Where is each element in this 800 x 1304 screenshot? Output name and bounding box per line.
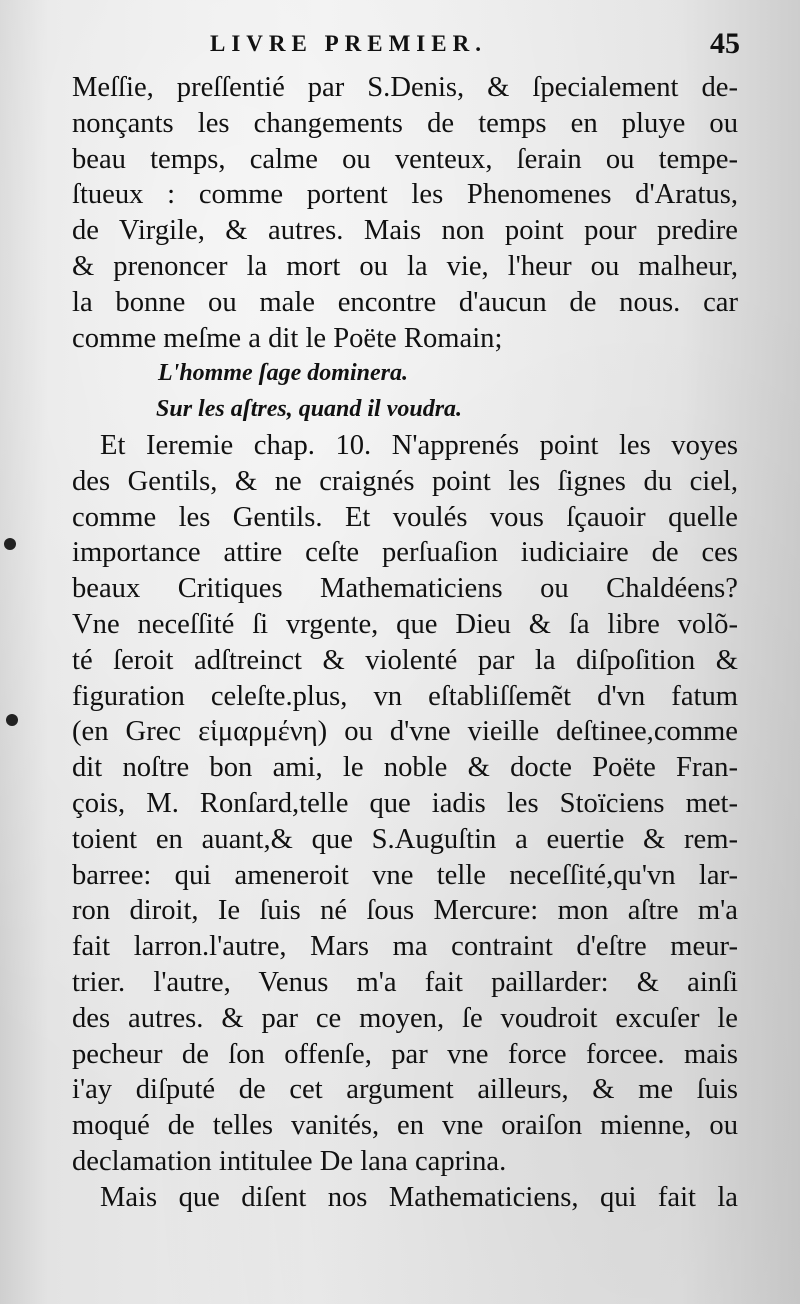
text-line: té ſeroit adſtreinct & violenté par la diſpoſition & bbox=[72, 644, 738, 676]
text-line: la bonne ou male encontre d'aucun de nous. car bbox=[72, 286, 738, 318]
running-head bbox=[210, 26, 740, 62]
text-line: nonçants les changements de temps en pluye ou bbox=[72, 107, 738, 139]
text-line: des Gentils, & ne craignés point les ſignes du ciel, bbox=[72, 465, 738, 497]
text-line: çois, M. Ronſard,telle que iadis les Stoïciens met- bbox=[72, 787, 738, 819]
text-line: barree: qui ameneroit vne telle neceſſité,qu'vn lar- bbox=[72, 859, 738, 891]
text-line: fait larron.l'autre, Mars ma contraint d'eſtre meur- bbox=[72, 931, 738, 963]
text-line: figuration celeſte.plus, vn eſtabliſſemẽt d'vn fatum bbox=[72, 680, 738, 712]
text-line: comme les Gentils. Et voulés vous ſçauoir quelle bbox=[72, 501, 738, 533]
verse-line: Sur les aſtres, quand il voudra. bbox=[156, 396, 463, 423]
text-line: (en Grec εἱμαρμένη) ou d'vne vieille deſtinee,comme bbox=[72, 716, 738, 748]
text-line: importance attire ceſte perſuaſion iudiciaire de ces bbox=[72, 537, 738, 569]
text-line: i'ay diſputé de cet argument ailleurs, & me ſuis bbox=[72, 1074, 738, 1106]
binding-hole-mark bbox=[6, 714, 18, 726]
text-line: pecheur de ſon offenſe, par vne force forcee. mais bbox=[72, 1038, 738, 1070]
text-line: declamation intitulee De lana caprina. bbox=[72, 1145, 507, 1177]
text-line: trier. l'autre, Venus m'a fait paillarder: & ainſi bbox=[72, 966, 738, 998]
page-number: 45 bbox=[710, 27, 740, 60]
text-line: Vne neceſſité ſi vrgente, que Dieu & ſa libre volõ- bbox=[72, 608, 738, 640]
text-line: moqué de telles vanités, en vne oraiſon mienne, ou bbox=[72, 1110, 738, 1142]
text-line: beaux Critiques Mathematiciens ou Chaldéens? bbox=[72, 573, 738, 605]
text-line: ſtueux : comme portent les Phenomenes d'Aratus, bbox=[72, 179, 738, 211]
text-line: de Virgile, & autres. Mais non point pour predire bbox=[72, 215, 738, 247]
text-line: & prenoncer la mort ou la vie, l'heur ou malheur, bbox=[72, 250, 738, 282]
text-line: dit noſtre bon ami, le noble & docte Poëte Fran- bbox=[72, 752, 738, 784]
text-line: ron diroit, Ie ſuis né ſous Mercure: mon aſtre m'a bbox=[72, 895, 738, 927]
text-line: toient en auant,& que S.Auguſtin a euertie & rem- bbox=[72, 823, 738, 855]
text-line: Mais que diſent nos Mathematiciens, qui fait la bbox=[100, 1181, 738, 1213]
binding-hole-mark bbox=[4, 538, 16, 550]
main-text bbox=[72, 70, 738, 1216]
text-line: Et Ieremie chap. 10. N'apprenés point les voyes bbox=[100, 429, 738, 461]
text-line: comme meſme a dit le Poëte Romain; bbox=[72, 322, 503, 354]
text-line: Meſſie, preſſentié par S.Denis, & ſpecialement de- bbox=[72, 72, 738, 103]
running-head-title: LIVRE PREMIER. bbox=[210, 31, 487, 56]
text-line: des autres. & par ce moyen, ſe voudroit excuſer le bbox=[72, 1002, 738, 1034]
text-line: beau temps, calme ou venteux, ſerain ou tempe- bbox=[72, 143, 738, 175]
verse-line: L'homme ſage dominera. bbox=[158, 360, 408, 387]
